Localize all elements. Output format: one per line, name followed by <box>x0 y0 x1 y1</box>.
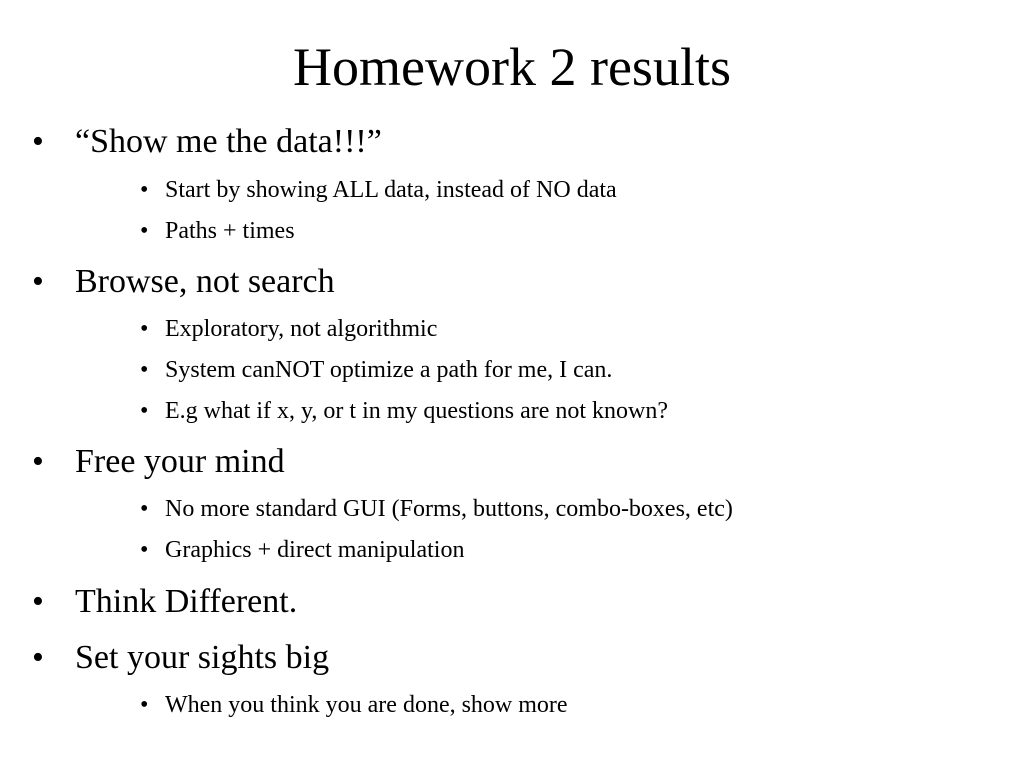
sub-bullet-text: System canNOT optimize a path for me, I can. <box>165 357 613 383</box>
sub-bullet-text: Start by showing ALL data, instead of NO data <box>165 177 617 203</box>
bullet-text: Think Different. <box>75 583 298 620</box>
bullet-text: Browse, not search <box>75 263 335 300</box>
bullet-dot: • <box>32 443 44 480</box>
sub-bullet-text: Exploratory, not algorithmic <box>165 316 438 342</box>
bullet-dot: • <box>32 123 44 160</box>
sub-bullet-dot: • <box>140 218 149 244</box>
sub-bullet-dot: • <box>140 496 149 522</box>
sub-bullet-dot: • <box>140 692 149 718</box>
sub-bullet-dot: • <box>140 398 149 424</box>
bullet-text: Free your mind <box>75 443 285 480</box>
sub-bullet-text: E.g what if x, y, or t in my questions are not known? <box>165 398 669 424</box>
sub-bullet-dot: • <box>140 177 149 203</box>
sub-bullet-dot: • <box>140 537 149 563</box>
sub-bullet-text: Graphics + direct manipulation <box>165 537 465 563</box>
sub-bullet-text: Paths + times <box>165 218 295 244</box>
bullet-text: “Show me the data!!!” <box>75 123 382 160</box>
sub-bullet-dot: • <box>140 357 149 383</box>
slide-title: Homework 2 results <box>293 37 731 97</box>
bullet-text: Set your sights big <box>75 639 330 676</box>
sub-bullet-text: When you think you are done, show more <box>165 692 568 718</box>
bullet-dot: • <box>32 583 44 620</box>
sub-bullet-dot: • <box>140 316 149 342</box>
sub-bullet-text: No more standard GUI (Forms, buttons, combo-boxes, etc) <box>165 496 733 522</box>
bullet-dot: • <box>32 639 44 676</box>
bullet-dot: • <box>32 263 44 300</box>
